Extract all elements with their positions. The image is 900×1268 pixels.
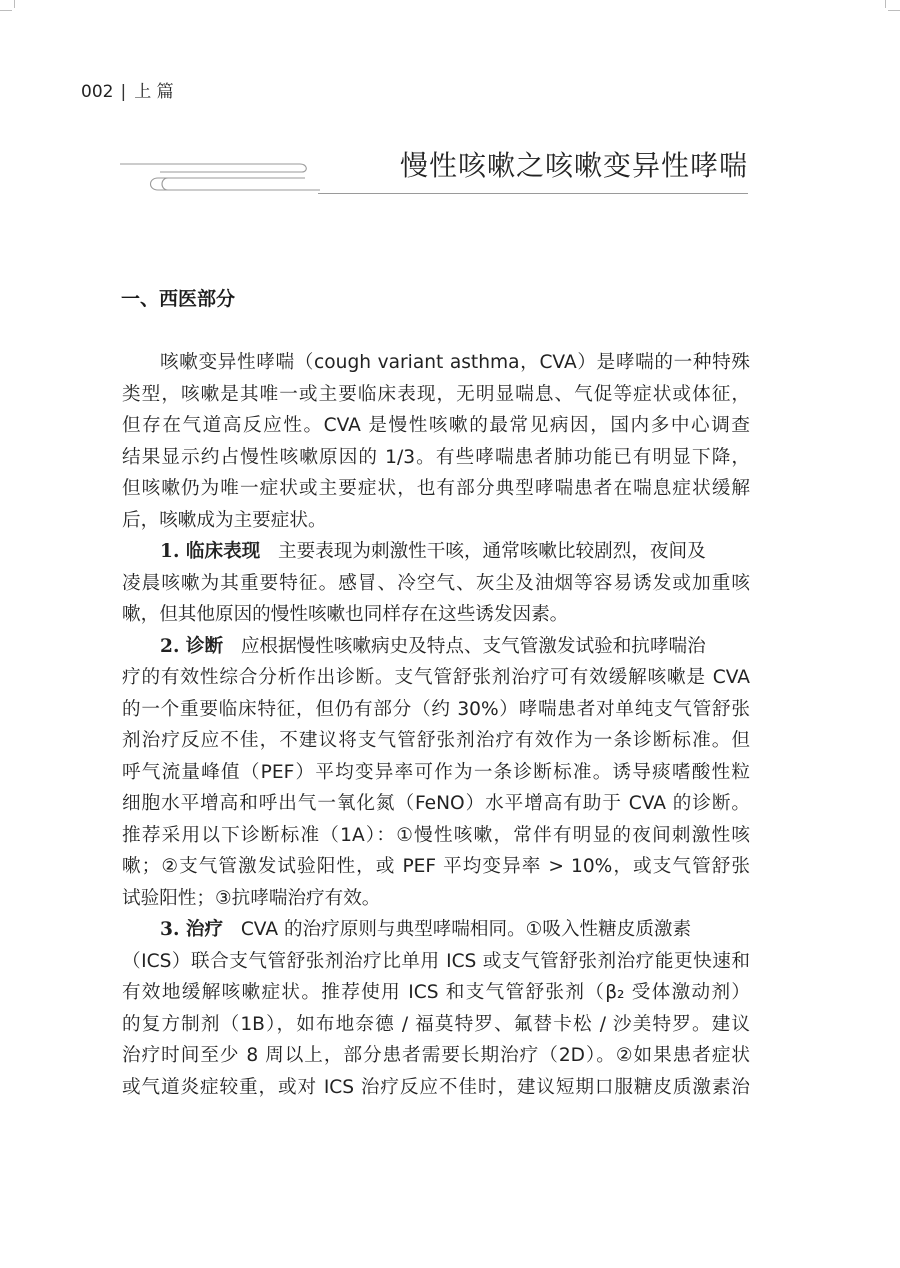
crop-mark-top-left-vertical — [14, 0, 15, 8]
body-text — [122, 347, 750, 1103]
part-label: 上 篇 — [134, 82, 174, 102]
crop-mark-top-right-vertical — [885, 0, 886, 8]
section-heading: 一、西医部分 — [121, 288, 236, 310]
paragraph-line: （ICS）联合支气管舒张剂治疗比单用 ICS 或支气管舒张剂治疗能更快速和 — [122, 950, 750, 972]
paragraph-line: 咳嗽变异性哮喘（cough variant asthma，CVA）是哮喘的一种特殊 — [160, 352, 750, 373]
paragraph-text: CVA 的治疗原则与典型哮喘相同。①吸入性糖皮质激素 — [240, 919, 692, 940]
chapter-title: 慢性咳嗽之咳嗽变异性哮喘 — [399, 149, 748, 182]
subsection-heading-clinical: 1. 临床表现 — [160, 541, 261, 562]
paragraph-line: 疗的有效性综合分析作出诊断。支气管舒张剂治疗可有效缓解咳嗽是 CVA — [122, 667, 750, 688]
subsection-line — [122, 631, 750, 663]
title-rule — [318, 193, 748, 194]
paragraph-line: 嗽；②支气管激发试验阳性，或 PEF 平均变异率 > 10%，或支气管舒张 — [122, 856, 750, 877]
paragraph-line: 后，咳嗽成为主要症状。 — [122, 509, 327, 531]
subsection-heading-diagnosis: 2. 诊断 — [160, 635, 224, 657]
subsection-line — [122, 536, 750, 568]
paragraph-text: 应根据慢性咳嗽病史及特点、支气管激发试验和抗哮喘治 — [240, 635, 706, 657]
paragraph-line: 的一个重要临床特征，但仍有部分（约 30%）哮喘患者对单纯支气管舒张 — [122, 698, 750, 720]
page-number: 002 — [81, 82, 114, 102]
paragraph-line: 类型，咳嗽是其唯一或主要临床表现，无明显喘息、气促等症状或体征， — [122, 383, 750, 405]
paragraph-line: 呼气流量峰值（PEF）平均变异率可作为一条诊断标准。诱导痰嗜酸性粒 — [122, 761, 750, 783]
paragraph-line: 试验阳性；③抗哮喘治疗有效。 — [122, 887, 381, 909]
title-ornament — [120, 150, 320, 200]
paragraph-line: 凌晨咳嗽为其重要特征。感冒、冷空气、灰尘及油烟等容易诱发或加重咳 — [122, 572, 750, 594]
paragraph-line: 剂治疗反应不佳，不建议将支气管舒张剂治疗有效作为一条诊断标准。但 — [122, 730, 750, 751]
paragraph-text: 主要表现为刺激性干咳，通常咳嗽比较剧烈，夜间及 — [278, 541, 706, 562]
paragraph-line: 治疗时间至少 8 周以上，部分患者需要长期治疗（2D）。②如果患者症状 — [122, 1045, 750, 1066]
subsection-line — [122, 914, 750, 946]
paragraph-line: 细胞水平增高和呼出气一氧化氮（FeNO）水平增高有助于 CVA 的诊断。 — [122, 793, 750, 814]
paragraph-line: 嗽，但其他原因的慢性咳嗽也同样存在这些诱发因素。 — [122, 604, 569, 625]
paragraph-line: 有效地缓解咳嗽症状。推荐使用 ICS 和支气管舒张剂（β₂ 受体激动剂） — [122, 982, 750, 1003]
paragraph-line: 或气道炎症较重，或对 ICS 治疗反应不佳时，建议短期口服糖皮质激素治 — [122, 1076, 750, 1098]
header-separator: | — [120, 82, 127, 102]
paragraph-line: 结果显示约占慢性咳嗽原因的 1/3。有些哮喘患者肺功能已有明显下降， — [122, 446, 750, 468]
crop-mark-top-right — [888, 10, 900, 11]
paragraph-line: 但存在气道高反应性。CVA 是慢性咳嗽的最常见病因，国内多中心调查 — [122, 415, 750, 436]
running-header — [81, 80, 174, 104]
crop-mark-top-left — [0, 10, 12, 11]
paragraph-line: 的复方制剂（1B），如布地奈德 / 福莫特罗、氟替卡松 / 沙美特罗。建议 — [122, 1013, 750, 1035]
paragraph-line: 推荐采用以下诊断标准（1A）：①慢性咳嗽，常伴有明显的夜间刺激性咳 — [122, 824, 750, 846]
paragraph-line: 但咳嗽仍为唯一症状或主要症状，也有部分典型哮喘患者在喘息症状缓解 — [122, 478, 750, 499]
subsection-heading-treatment: 3. 治疗 — [160, 919, 224, 940]
